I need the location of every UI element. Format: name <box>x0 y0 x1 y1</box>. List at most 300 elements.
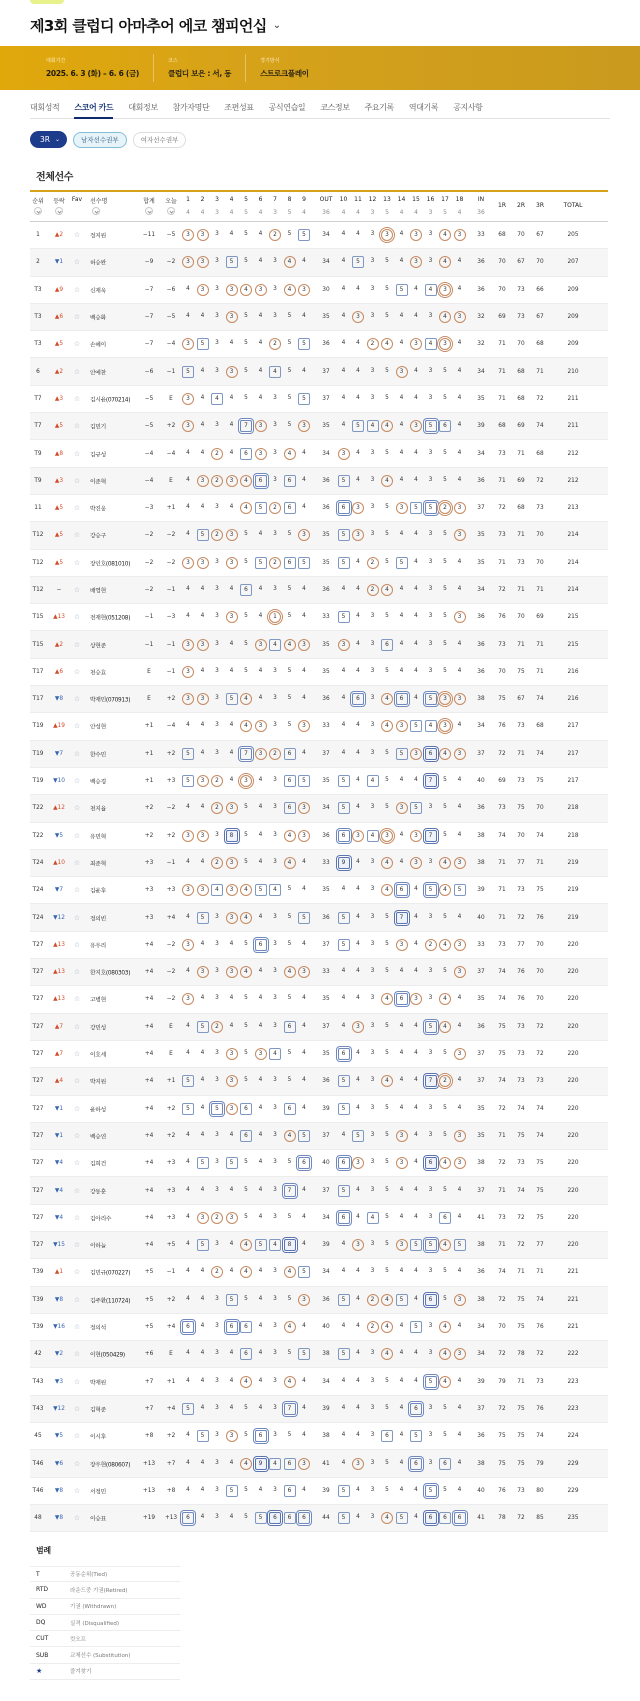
hole-9-score <box>298 1021 310 1033</box>
favorite-star-icon[interactable]: ☆ <box>73 1459 81 1468</box>
tab-9[interactable]: 역대기록 <box>408 103 439 112</box>
table-row[interactable] <box>30 1314 608 1341</box>
score-mark: 5 <box>197 912 209 924</box>
score-mark: 3 <box>273 394 277 401</box>
hole-11-score <box>352 393 364 405</box>
score-mark: 6 <box>352 693 364 705</box>
total-to-par-cell: −6 <box>144 368 154 375</box>
score-mark: 5 <box>443 831 447 838</box>
favorite-star-icon[interactable]: ☆ <box>73 531 81 540</box>
table-row[interactable] <box>30 686 608 713</box>
hole-2-score <box>197 502 209 514</box>
out-total-cell: 39 <box>322 1105 330 1112</box>
table-row[interactable] <box>30 850 608 877</box>
favorite-star-icon[interactable]: ☆ <box>73 858 81 867</box>
favorite-star-icon[interactable]: ☆ <box>73 1377 81 1386</box>
table-row[interactable] <box>30 1396 608 1423</box>
player-name-cell[interactable]: 강동훈 <box>90 1189 106 1196</box>
favorite-star-icon[interactable]: ☆ <box>73 1295 81 1304</box>
table-row[interactable] <box>30 413 608 440</box>
out-total-cell: 33 <box>322 859 330 866</box>
hole-11-score <box>352 1321 364 1333</box>
score-mark: 4 <box>399 968 404 975</box>
score-mark: 4 <box>269 1239 281 1251</box>
tab-2[interactable]: 스코어 카드 <box>74 101 113 119</box>
tab-10[interactable]: 공지사항 <box>453 103 483 112</box>
table-row[interactable] <box>30 1450 608 1477</box>
player-name-cell[interactable]: 김혁준 <box>90 1407 106 1414</box>
table-row[interactable] <box>30 1423 608 1450</box>
favorite-star-icon[interactable]: ☆ <box>73 231 81 240</box>
table-row[interactable] <box>30 550 608 577</box>
score-mark: 3 <box>273 695 277 702</box>
rank-change-cell: ▲2 <box>54 368 64 375</box>
total-strokes-cell: 223 <box>567 1378 579 1385</box>
favorite-star-icon[interactable]: ☆ <box>73 886 81 895</box>
hole-3-score <box>211 1294 223 1306</box>
score-mark: 4 <box>457 995 462 1002</box>
player-name-cell[interactable]: 정지원 <box>90 233 106 240</box>
favorite-star-icon[interactable]: ☆ <box>73 613 81 622</box>
player-name-cell[interactable]: 유민혁 <box>90 834 106 841</box>
round3-cell: 85 <box>536 1515 544 1522</box>
player-name-cell[interactable]: 유우리 <box>90 943 106 950</box>
round1-cell: 75 <box>498 1023 506 1030</box>
player-name-cell[interactable]: 이승표 <box>90 1516 106 1523</box>
table-row[interactable] <box>30 1068 608 1095</box>
hole-10-score <box>338 529 350 541</box>
col-rank-header: 순위 <box>32 198 44 205</box>
favorite-star-icon[interactable]: ☆ <box>73 1213 81 1222</box>
hole-15-score <box>410 420 422 432</box>
table-row[interactable] <box>30 1478 608 1505</box>
hole-6-score <box>255 256 267 268</box>
hole-13-score <box>381 229 393 241</box>
player-name-cell[interactable]: 강승구 <box>90 533 106 540</box>
favorite-star-icon[interactable]: ☆ <box>73 586 81 594</box>
score-mark: 4 <box>186 1486 190 1493</box>
round3-cell: 70 <box>536 941 544 948</box>
favorite-star-icon[interactable]: ☆ <box>73 640 81 649</box>
score-mark: 4 <box>439 939 451 951</box>
score-mark: 3 <box>428 1459 433 1466</box>
player-name-cell[interactable]: 전재현(051208) <box>90 615 131 622</box>
rank-change-cell: ▲5 <box>54 559 64 566</box>
hole-8-score <box>284 1376 296 1388</box>
table-row[interactable] <box>30 1123 608 1150</box>
hole-10-score <box>338 284 350 296</box>
total-strokes-cell: 213 <box>567 505 579 512</box>
rank-change-cell: ▼4 <box>54 1214 64 1221</box>
hole-17-score <box>439 1103 451 1115</box>
favorite-star-icon[interactable]: ☆ <box>73 777 81 786</box>
player-name-cell[interactable]: 백승화 <box>90 315 106 322</box>
score-mark: 4 <box>186 968 190 975</box>
player-name-cell[interactable]: 이호세 <box>90 1052 106 1059</box>
favorite-star-icon[interactable]: ☆ <box>73 1104 81 1113</box>
hole-14-score <box>396 1485 408 1497</box>
favorite-star-icon[interactable]: ☆ <box>73 913 81 922</box>
player-name-cell[interactable]: 김시윤(070214) <box>90 397 131 404</box>
score-mark: 5 <box>244 613 248 620</box>
table-row[interactable] <box>30 959 608 986</box>
favorite-star-icon[interactable]: ☆ <box>73 667 81 676</box>
score-mark: 4 <box>284 284 296 296</box>
score-mark: 8 <box>226 830 238 842</box>
favorite-star-icon[interactable]: ☆ <box>73 1350 81 1359</box>
tab-6[interactable]: 공식연습일 <box>268 103 306 112</box>
score-mark: 5 <box>287 1077 292 1084</box>
favorite-star-icon[interactable]: ☆ <box>73 367 81 376</box>
hole-17-score <box>439 1512 451 1524</box>
score-mark: 5 <box>287 1432 292 1439</box>
table-row[interactable] <box>30 440 608 467</box>
table-row[interactable] <box>30 249 608 276</box>
hole-6-score <box>255 584 267 596</box>
favorite-star-icon[interactable]: ☆ <box>73 831 81 840</box>
col-hole-IN-par: 36 <box>477 209 485 216</box>
score-mark: 4 <box>284 448 296 460</box>
favorite-star-icon[interactable]: ☆ <box>73 1022 81 1031</box>
favorite-star-icon[interactable]: ☆ <box>73 749 81 758</box>
hole-14-score <box>396 748 408 760</box>
player-name-cell[interactable]: 장우현(080607) <box>90 1462 131 1468</box>
table-row[interactable] <box>30 1014 608 1041</box>
score-mark: 3 <box>182 338 194 350</box>
round1-cell: 74 <box>498 1078 506 1085</box>
hole-6-score <box>255 802 267 814</box>
today-score-cell: −2 <box>166 996 176 1003</box>
favorite-star-icon[interactable]: ☆ <box>73 968 81 977</box>
favorite-star-icon[interactable]: ☆ <box>73 1268 81 1277</box>
legend-desc: 기권 (Withdrawn) <box>70 1604 117 1611</box>
player-name-cell[interactable]: 한지호(080303) <box>90 970 131 977</box>
hole-18-score <box>454 256 466 268</box>
hole-3-score <box>211 993 223 1005</box>
hole-16-score <box>425 393 437 405</box>
hole-7-score <box>269 448 281 460</box>
hole-14-score <box>396 857 408 869</box>
today-score-cell: E <box>169 395 173 402</box>
total-to-par-cell: −4 <box>144 450 154 457</box>
favorite-star-icon[interactable]: ☆ <box>73 504 81 513</box>
table-row[interactable] <box>30 1287 608 1314</box>
favorite-star-icon[interactable]: ☆ <box>73 1241 81 1250</box>
score-mark: 4 <box>399 777 404 784</box>
player-name-cell[interactable]: 김윤후 <box>90 888 106 895</box>
hole-9-score <box>298 311 310 323</box>
player-name-cell[interactable]: 박재민(070913) <box>90 697 131 704</box>
hole-11-score <box>352 1458 364 1470</box>
player-name-cell[interactable]: 정의빈 <box>90 916 106 923</box>
tournament-selector[interactable] <box>30 10 281 40</box>
player-name-cell[interactable]: 윤하성 <box>90 1107 106 1114</box>
player-name-cell[interactable]: 박진웅 <box>90 506 106 513</box>
player-name-cell[interactable]: 천지율 <box>90 806 106 813</box>
table-row[interactable] <box>30 904 608 931</box>
score-mark: 4 <box>457 367 462 374</box>
score-mark: 5 <box>396 557 408 569</box>
hole-1-score <box>182 1403 194 1415</box>
score-mark: 3 <box>352 1458 364 1470</box>
banner-period-value: 2025. 6. 3 (화) – 6. 6 (금) <box>46 69 140 78</box>
table-row[interactable] <box>30 1096 608 1123</box>
table-row[interactable] <box>30 522 608 549</box>
chevron-down-icon[interactable]: ⌄ <box>272 19 282 31</box>
player-name-cell[interactable]: 이현(050429) <box>90 1352 125 1359</box>
table-row[interactable] <box>30 331 608 358</box>
score-mark: 3 <box>410 229 422 241</box>
hole-2-score <box>197 1294 209 1306</box>
score-mark: 3 <box>226 611 238 623</box>
player-name-cell[interactable]: 최준혁 <box>90 861 106 868</box>
total-to-par-cell: +5 <box>144 1296 154 1303</box>
col-hole-5-header: 5 <box>244 196 248 203</box>
in-total-cell: 35 <box>477 996 485 1003</box>
in-total-cell: 40 <box>477 914 485 921</box>
score-mark: 5 <box>410 802 422 814</box>
player-name-cell[interactable]: 이하늘 <box>90 1243 106 1250</box>
hole-14-score <box>396 1321 408 1333</box>
rank-change-cell: ▲19 <box>53 723 65 730</box>
score-mark: 4 <box>240 693 252 705</box>
score-mark: 4 <box>356 858 360 865</box>
round-select[interactable] <box>30 131 67 148</box>
table-row[interactable] <box>30 604 608 631</box>
hole-1-score <box>182 830 194 842</box>
score-mark: 3 <box>298 1458 310 1470</box>
favorite-star-icon[interactable]: ☆ <box>73 1514 81 1523</box>
tab-5[interactable]: 조편성표 <box>224 103 254 112</box>
player-name-cell[interactable]: 백승경 <box>90 779 106 786</box>
rank-change-cell: ▼1 <box>54 1105 64 1112</box>
favorite-star-icon[interactable]: ☆ <box>73 1404 81 1413</box>
score-mark: 3 <box>298 420 310 432</box>
rank-change-cell: ▲6 <box>54 668 64 675</box>
favorite-star-icon[interactable]: ☆ <box>73 1323 81 1332</box>
col-hole-16-par: 3 <box>428 209 433 216</box>
table-row[interactable] <box>30 1368 608 1395</box>
table-row[interactable] <box>30 986 608 1013</box>
table-row[interactable] <box>30 495 608 522</box>
table-row[interactable] <box>30 1205 608 1232</box>
col-name-header: 선수명 <box>90 198 108 205</box>
hole-12-score <box>367 256 379 268</box>
table-row[interactable] <box>30 713 608 740</box>
favorite-star-icon[interactable]: ☆ <box>73 1077 81 1086</box>
table-row[interactable] <box>30 823 608 850</box>
table-row[interactable] <box>30 1505 608 1532</box>
favorite-star-icon[interactable]: ☆ <box>73 285 81 294</box>
player-name-cell[interactable]: 이준혁 <box>90 479 106 486</box>
tab-1[interactable]: 대회성적 <box>30 103 60 112</box>
table-row[interactable] <box>30 1259 608 1286</box>
favorite-star-icon[interactable]: ☆ <box>73 804 81 813</box>
player-name-cell[interactable]: 강민성 <box>90 1025 106 1032</box>
hole-14-score <box>396 1294 408 1306</box>
rank-change-cell: ▲4 <box>54 1078 64 1085</box>
table-row[interactable] <box>30 795 608 822</box>
table-row[interactable] <box>30 659 608 686</box>
table-row[interactable] <box>30 277 608 304</box>
total-to-par-cell: −5 <box>144 423 154 430</box>
score-mark: 3 <box>215 1377 219 1384</box>
player-name-cell[interactable]: 박재원 <box>90 1380 106 1387</box>
table-row[interactable] <box>30 631 608 658</box>
sort-total-par-icon[interactable] <box>145 207 153 215</box>
player-name-cell[interactable]: 김아리수 <box>90 1216 112 1223</box>
hole-17-score <box>439 1403 451 1415</box>
favorite-star-icon[interactable]: ☆ <box>73 1159 81 1168</box>
tab-3[interactable]: 대회정보 <box>128 103 158 112</box>
player-name-cell[interactable]: 안예찬 <box>90 370 106 377</box>
table-row[interactable] <box>30 222 608 249</box>
score-mark: 4 <box>341 367 346 374</box>
score-mark: 5 <box>338 1103 350 1115</box>
favorite-star-icon[interactable]: ☆ <box>73 558 81 567</box>
player-name-cell[interactable]: 백승연 <box>90 1134 106 1141</box>
player-name-cell[interactable]: 배영현 <box>90 588 106 595</box>
total-strokes-cell: 217 <box>567 778 579 785</box>
today-score-cell: +2 <box>166 1296 176 1303</box>
favorite-star-icon[interactable]: ☆ <box>73 1050 81 1059</box>
favorite-star-icon[interactable]: ☆ <box>73 313 81 322</box>
player-name-cell[interactable]: 신재욱 <box>90 288 106 295</box>
today-score-cell: +7 <box>166 1460 176 1467</box>
hole-17-score <box>439 1376 451 1388</box>
favorite-star-icon[interactable]: ☆ <box>73 394 81 403</box>
hole-4-score <box>226 1458 238 1470</box>
favorite-star-icon[interactable]: ☆ <box>73 340 81 349</box>
legend-desc: 라운드중 기권(Retired) <box>70 1587 128 1594</box>
table-row[interactable] <box>30 1232 608 1259</box>
out-total-cell: 38 <box>322 1433 330 1440</box>
hole-12-score <box>367 284 379 296</box>
total-to-par-cell: −7 <box>144 314 154 321</box>
table-row[interactable] <box>30 768 608 795</box>
favorite-star-icon[interactable]: ☆ <box>73 258 81 267</box>
tab-8[interactable]: 주요기록 <box>364 103 394 112</box>
score-mark: 2 <box>211 857 223 869</box>
sort-name-icon[interactable] <box>92 207 100 215</box>
table-row[interactable] <box>30 577 608 604</box>
hole-16-score <box>425 939 437 951</box>
player-name-cell[interactable]: 김규성 <box>90 452 106 459</box>
player-name-cell[interactable]: 허승완 <box>90 260 106 267</box>
tab-7[interactable]: 코스정보 <box>320 103 350 112</box>
table-row[interactable] <box>30 358 608 385</box>
player-name-cell[interactable]: 손혜이 <box>90 342 106 349</box>
round3-cell: 71 <box>536 587 544 593</box>
player-name-cell[interactable]: 천승효 <box>90 670 106 677</box>
favorite-star-icon[interactable]: ☆ <box>73 1486 81 1495</box>
favorite-star-icon[interactable]: ☆ <box>73 1432 81 1441</box>
player-name-cell[interactable]: 김주환(110724) <box>90 1298 131 1305</box>
hole-1-score <box>182 284 194 296</box>
favorite-star-icon[interactable]: ☆ <box>73 722 81 731</box>
score-mark: 4 <box>302 858 306 865</box>
hole-6-score <box>255 720 267 732</box>
division-women-button[interactable]: 여자선수권부 <box>133 132 187 148</box>
score-mark: 4 <box>229 1186 234 1193</box>
score-mark: 5 <box>425 1376 437 1388</box>
player-name-cell[interactable]: 안성현 <box>90 724 106 731</box>
player-name-cell[interactable]: 이시후 <box>90 1434 106 1441</box>
table-row[interactable] <box>30 877 608 904</box>
hole-18-score <box>454 1021 466 1033</box>
player-name-cell[interactable]: 한수민 <box>90 752 106 759</box>
tab-4[interactable]: 참가자명단 <box>172 103 210 112</box>
player-name-cell[interactable]: 김희건 <box>90 1161 106 1168</box>
total-strokes-cell: 211 <box>567 423 579 430</box>
table-row[interactable] <box>30 1341 608 1368</box>
favorite-star-icon[interactable]: ☆ <box>73 1186 81 1195</box>
player-name-cell[interactable]: 상현준 <box>90 643 106 650</box>
hole-12-score <box>367 393 379 405</box>
score-mark: 4 <box>229 1377 234 1384</box>
player-name-cell[interactable]: 서정민 <box>90 1489 106 1496</box>
table-row[interactable] <box>30 741 608 768</box>
rank-change-cell: ▼16 <box>53 1324 65 1331</box>
table-row[interactable] <box>30 1041 608 1068</box>
favorite-star-icon[interactable]: ☆ <box>73 695 81 704</box>
score-mark: 4 <box>302 940 306 947</box>
out-total-cell: 35 <box>322 996 330 1003</box>
hole-10-score <box>338 884 350 896</box>
hole-9-score <box>298 366 310 378</box>
hole-8-score <box>284 830 296 842</box>
player-name-cell[interactable]: 장인호(081010) <box>90 561 131 568</box>
favorite-star-icon[interactable]: ☆ <box>73 995 81 1004</box>
division-men-button[interactable]: 남자선수권부 <box>73 132 127 148</box>
hole-12-score <box>367 1403 379 1415</box>
table-row[interactable] <box>30 304 608 331</box>
sort-rank-icon[interactable] <box>34 207 42 215</box>
player-name-cell[interactable]: 고병현 <box>90 997 106 1004</box>
player-name-cell[interactable]: 김민기 <box>90 424 106 431</box>
table-row[interactable] <box>30 1177 608 1204</box>
table-row[interactable] <box>30 468 608 495</box>
hole-7-score <box>269 311 281 323</box>
favorite-star-icon[interactable]: ☆ <box>73 940 81 949</box>
score-mark: 4 <box>240 884 252 896</box>
player-name-cell[interactable]: 정의석 <box>90 1325 106 1332</box>
table-row[interactable] <box>30 932 608 959</box>
sort-change-icon[interactable] <box>55 207 63 215</box>
score-mark: 6 <box>425 1512 437 1524</box>
score-mark: 4 <box>399 394 404 401</box>
favorite-star-icon[interactable]: ☆ <box>73 1131 81 1140</box>
favorite-star-icon[interactable]: ☆ <box>73 476 81 485</box>
hole-13-score <box>381 693 393 705</box>
round1-cell: 72 <box>498 1296 506 1303</box>
hole-13-score <box>381 311 393 323</box>
favorite-star-icon[interactable]: ☆ <box>73 449 81 458</box>
score-mark: 5 <box>352 256 364 268</box>
score-mark: 6 <box>240 448 252 460</box>
score-mark: 4 <box>258 1268 263 1275</box>
player-name-cell[interactable]: 박지원 <box>90 1079 106 1086</box>
table-row[interactable] <box>30 386 608 413</box>
hole-15-score <box>410 639 422 651</box>
today-score-cell: −4 <box>166 450 176 457</box>
score-mark: 4 <box>341 695 346 702</box>
table-row[interactable] <box>30 1150 608 1177</box>
player-name-cell[interactable]: 김민규(070227) <box>90 1270 131 1277</box>
score-mark: 4 <box>356 367 360 374</box>
favorite-star-icon[interactable]: ☆ <box>73 422 81 431</box>
score-mark: 4 <box>240 1239 252 1251</box>
